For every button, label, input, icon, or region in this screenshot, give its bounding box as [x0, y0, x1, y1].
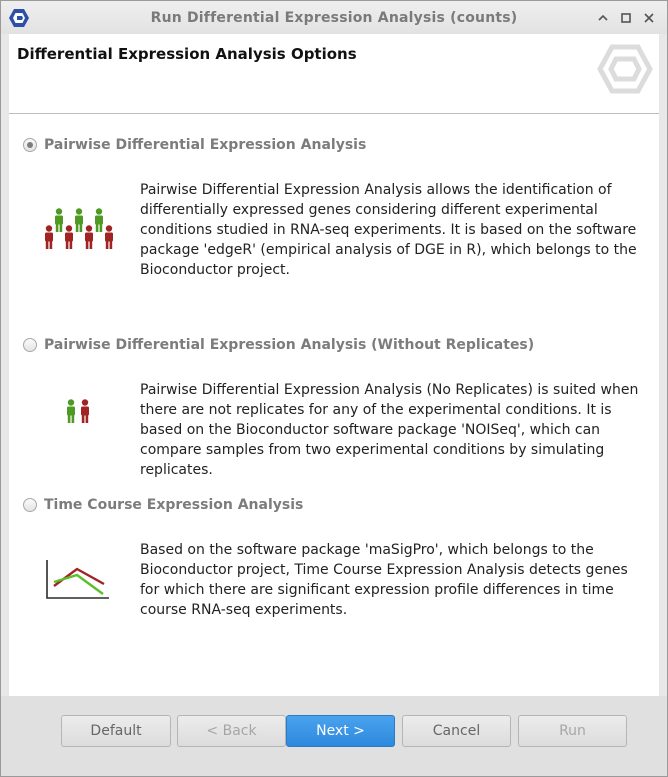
radio-time-course[interactable]	[23, 498, 37, 512]
option-label: Time Course Expression Analysis	[44, 497, 304, 513]
line-chart-icon	[45, 560, 111, 600]
options-panel	[9, 114, 659, 696]
cancel-button[interactable]: Cancel	[402, 715, 511, 747]
button-bar	[1, 696, 667, 776]
option-label: Pairwise Differential Expression Analysis	[44, 137, 367, 153]
radio-pairwise[interactable]	[23, 138, 37, 152]
option-time-course[interactable]	[23, 496, 304, 516]
option-description: Pairwise Differential Expression Analysis (No Replicates) is suited when there are not replicates for any of the experimental conditions. It is based on the Bioconductor software package 'NOISeq', which can compare samples from two experimental conditions by simulating replicates.	[140, 382, 639, 478]
people-group-icon	[44, 208, 116, 252]
option-pairwise-no-replicates[interactable]	[23, 336, 535, 356]
title-bar[interactable]	[1, 1, 667, 34]
run-button[interactable]: Run	[518, 715, 627, 747]
page-title: Differential Expression Analysis Options	[17, 45, 357, 63]
option-pairwise[interactable]	[23, 136, 367, 156]
next-button[interactable]: Next >	[286, 715, 395, 747]
option-description: Pairwise Differential Expression Analysis allows the identification of differentially expressed genes considering different experimental conditions studied in RNA-seq experiments. It is based on the software package 'edgeR' (empirical analysis of DGE in R), which belongs to the Bioconductor project.	[140, 182, 637, 278]
back-button[interactable]: < Back	[177, 715, 286, 747]
close-icon[interactable]	[642, 11, 656, 25]
option-description: Based on the software package 'maSigPro', which belongs to the Bioconductor project, Time Course Expression Analysis detects genes for which there are significant expression profile differences in time course RNA-seq experiments.	[140, 542, 628, 618]
wizard-header	[9, 34, 659, 114]
people-pair-icon	[65, 398, 93, 424]
maximize-icon[interactable]	[619, 11, 633, 25]
default-button[interactable]: Default	[61, 715, 171, 747]
minimize-icon[interactable]	[596, 11, 610, 25]
window-title: Run Differential Expression Analysis (counts)	[150, 10, 518, 26]
radio-pairwise-no-replicates[interactable]	[23, 338, 37, 352]
app-logo-icon	[597, 44, 653, 94]
option-label: Pairwise Differential Expression Analysis (Without Replicates)	[44, 337, 535, 353]
